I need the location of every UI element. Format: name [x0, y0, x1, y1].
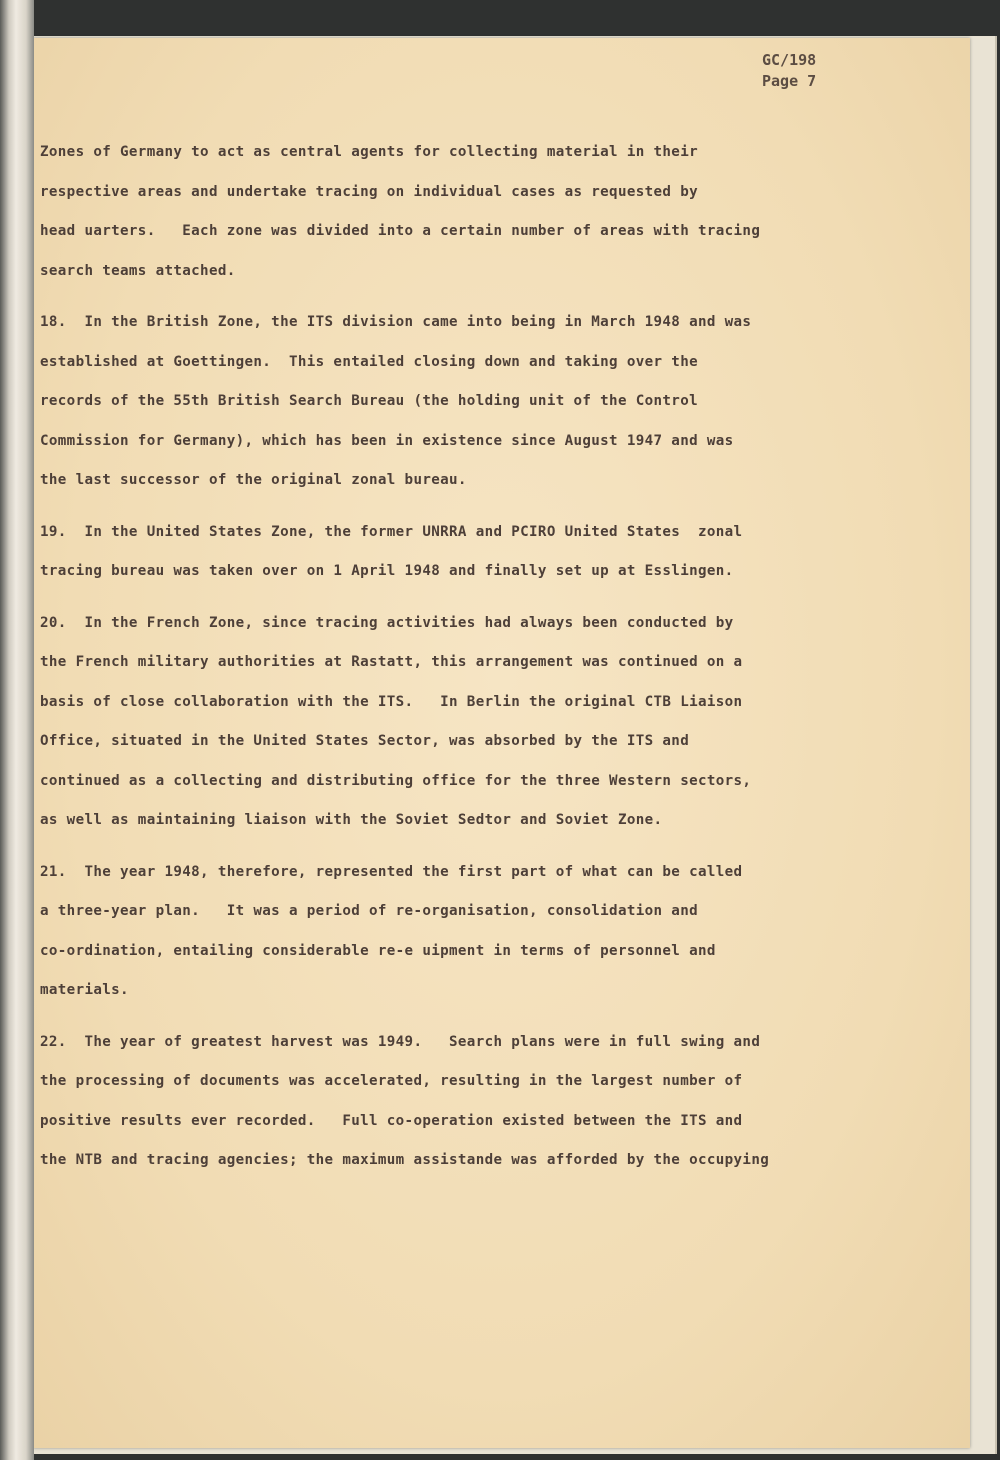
text-line: as well as maintaining liaison with the Soviet Sedtor and Soviet Zone.	[40, 812, 663, 828]
text-line: tracing bureau was taken over on 1 April 1948 and finally set up at Esslingen.	[40, 563, 734, 579]
text-line: search teams attached.	[40, 262, 236, 279]
paragraph	[40, 303, 920, 501]
paragraph	[40, 513, 920, 592]
text-line: the last successor of the original zonal bureau.	[40, 472, 467, 488]
text-line: basis of close collaboration with the ITS. In Berlin the original CTB Liaison	[40, 693, 743, 710]
text-line: 20. In the French Zone, since tracing activities had always been conducted by	[40, 614, 734, 631]
text-line: co-ordination, entailing considerable re-e uipment in terms of personnel and	[40, 942, 716, 959]
page-header	[762, 50, 816, 92]
text-line: the processing of documents was accelerated, resulting in the largest number of	[40, 1073, 743, 1089]
paragraph-gap	[40, 841, 920, 853]
text-line: materials.	[40, 982, 129, 998]
text-line: 21. The year 1948, therefore, represented the first part of what can be called	[40, 863, 743, 880]
text-line: Office, situated in the United States Sector, was absorbed by the ITS and	[40, 733, 690, 749]
text-line: 19. In the United States Zone, the former UNRRA and PCIRO United States zonal	[40, 523, 743, 540]
text-line: established at Goettingen. This entailed closing down and taking over the	[40, 353, 698, 370]
text-line: the French military authorities at Rastatt, this arrangement was continued on a	[40, 654, 743, 670]
text-line: Zones of Germany to act as central agents for collecting material in their	[40, 144, 698, 160]
paragraph-gap	[40, 501, 920, 513]
text-line: continued as a collecting and distributing office for the three Western sectors,	[40, 772, 752, 789]
paragraph	[40, 1023, 920, 1181]
text-line: 18. In the British Zone, the ITS division came into being in March 1948 and was	[40, 314, 752, 330]
paragraph-gap	[40, 592, 920, 604]
text-line: respective areas and undertake tracing on individual cases as requested by	[40, 183, 698, 200]
text-line: the NTB and tracing agencies; the maximum assistande was afforded by the occupying	[40, 1152, 770, 1168]
paragraph	[40, 604, 920, 841]
document-reference: GC/198	[762, 51, 817, 69]
paragraph	[40, 133, 920, 291]
page-number: Page 7	[762, 72, 817, 90]
paragraph-gap	[40, 291, 920, 303]
paragraph-gap	[40, 1011, 920, 1023]
text-line: Commission for Germany), which has been in existence since August 1947 and was	[40, 432, 734, 449]
paragraph	[40, 853, 920, 1011]
text-line: head uarters. Each zone was divided into a certain number of areas with tracing	[40, 223, 761, 239]
text-line: 22. The year of greatest harvest was 1949. Search plans were in full swing and	[40, 1033, 761, 1050]
page-binding-edge	[0, 0, 34, 1460]
text-line: records of the 55th British Search Bureau (the holding unit of the Control	[40, 393, 698, 409]
document-body	[40, 133, 920, 1181]
text-line: positive results ever recorded. Full co-operation existed between the ITS and	[40, 1112, 743, 1129]
text-line: a three-year plan. It was a period of re-organisation, consolidation and	[40, 903, 698, 919]
